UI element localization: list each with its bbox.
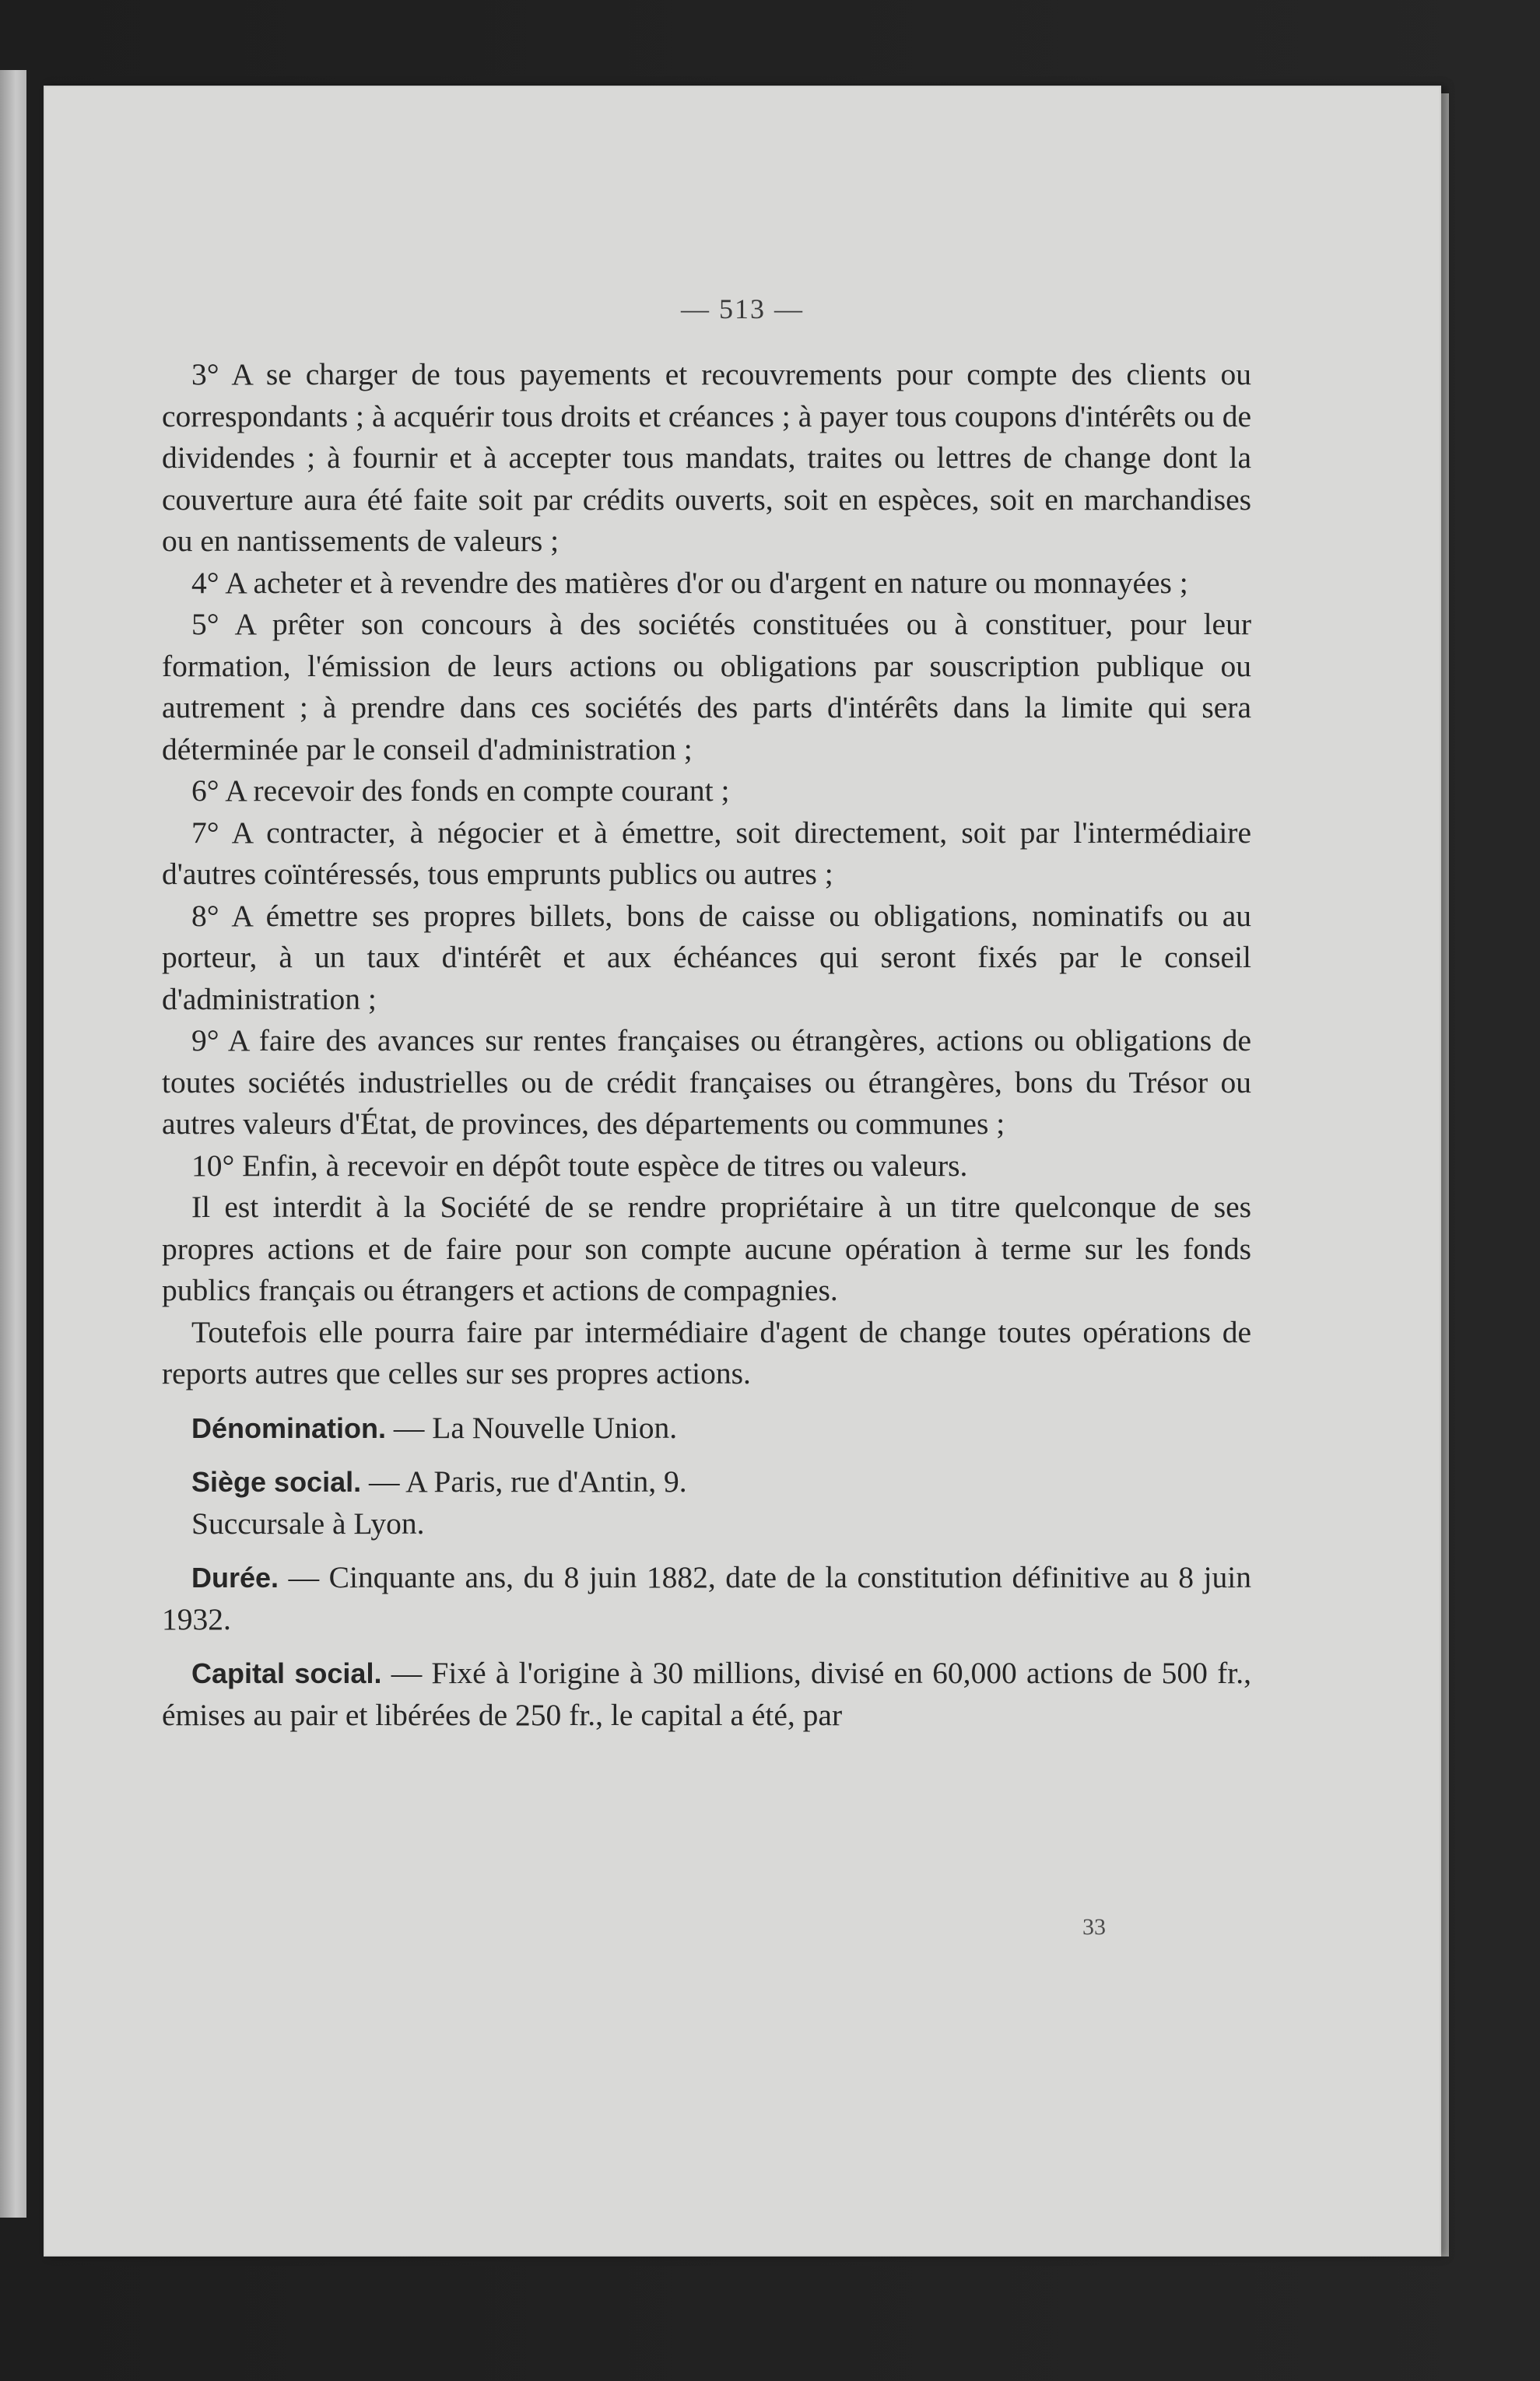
document-page [44,86,1441,2257]
denomination-text: — La Nouvelle Union. [386,1410,678,1445]
capital-section [162,1653,1251,1736]
capital-text: — Fixé à l'origine à 30 millions, divisé en 60,000 actions de 500 fr., émises au pair et libérées de 250 fr., le capital a été, par [162,1656,1251,1732]
paragraph-3: 3° A se charger de tous payements et recouvrements pour compte des clients ou correspondants ; à acquérir tous droits et créances ; à payer tous coupons d'intérêts ou de dividendes ; à fournir et à accepter tous mandats, traites ou lettres de change dont la couverture aura été faite soit par crédits ouverts, soit en espèces, soit en marchandises ou en nantissements de valeurs ; [162,357,1251,558]
paragraph-8: 8° A émettre ses propres billets, bons de caisse ou obligations, nominatifs ou au porteur, à un taux d'intérêt et aux échéances qui seront fixés par le conseil d'administration ; [162,898,1251,1016]
siege-section [162,1461,1251,1503]
signature-mark: 33 [1082,1914,1106,1940]
paragraph-9: 9° A faire des avances sur rentes françaises ou étrangères, actions ou obligations de toutes sociétés industrielles ou de crédit françaises ou étrangères, bons du Trésor ou autres valeurs d'État, de provinces, des départements ou communes ; [162,1023,1251,1141]
duree-text: — Cinquante ans, du 8 juin 1882, date de la constitution définitive au 8 juin 1932. [162,1560,1251,1636]
page-right-edge [1441,93,1449,2257]
duree-label: Durée. [191,1562,279,1594]
paragraph-5: 5° A prêter son concours à des sociétés constituées ou à constituer, pour leur formation, l'émission de leurs actions ou obligations par souscription publique ou autrement ; à prendre dans ces sociétés des parts d'intérêts dans la limite qui sera déterminée par le conseil d'administration ; [162,607,1251,766]
paragraph-10: 10° Enfin, à recevoir en dépôt toute espèce de titres ou valeurs. [191,1148,968,1183]
previous-page-edge [0,70,26,2218]
paragraph-7: 7° A contracter, à négocier et à émettre, soit directement, soit par l'intermédiaire d'autres coïntéressés, tous emprunts publics ou autres ; [162,815,1251,891]
paragraph-4: 4° A acheter et à revendre des matières d'or ou d'argent en nature ou monnayées ; [191,565,1188,600]
denomination-label: Dénomination. [191,1411,386,1444]
paragraph-reports: Toutefois elle pourra faire par intermédiaire d'agent de change toutes opérations de reports autres que celles sur ses propres actions. [162,1314,1251,1390]
capital-label: Capital social. [191,1657,382,1689]
succursale-line: Succursale à Lyon. [191,1506,425,1541]
body-text [162,354,1251,1736]
paragraph-interdiction: Il est interdit à la Société de se rendre propriétaire à un titre quelconque de ses propres actions et de faire pour son compte aucune opération à terme sur les fonds publics français ou étrangers et actions de compagnies. [162,1190,1251,1307]
duree-section [162,1557,1251,1640]
siege-text: — A Paris, rue d'Antin, 9. [361,1464,687,1499]
denomination-section [162,1408,1251,1450]
paragraph-6: 6° A recevoir des fonds en compte courant ; [191,773,730,808]
siege-label: Siège social. [191,1466,362,1498]
page-number: — 513 — [681,293,804,324]
